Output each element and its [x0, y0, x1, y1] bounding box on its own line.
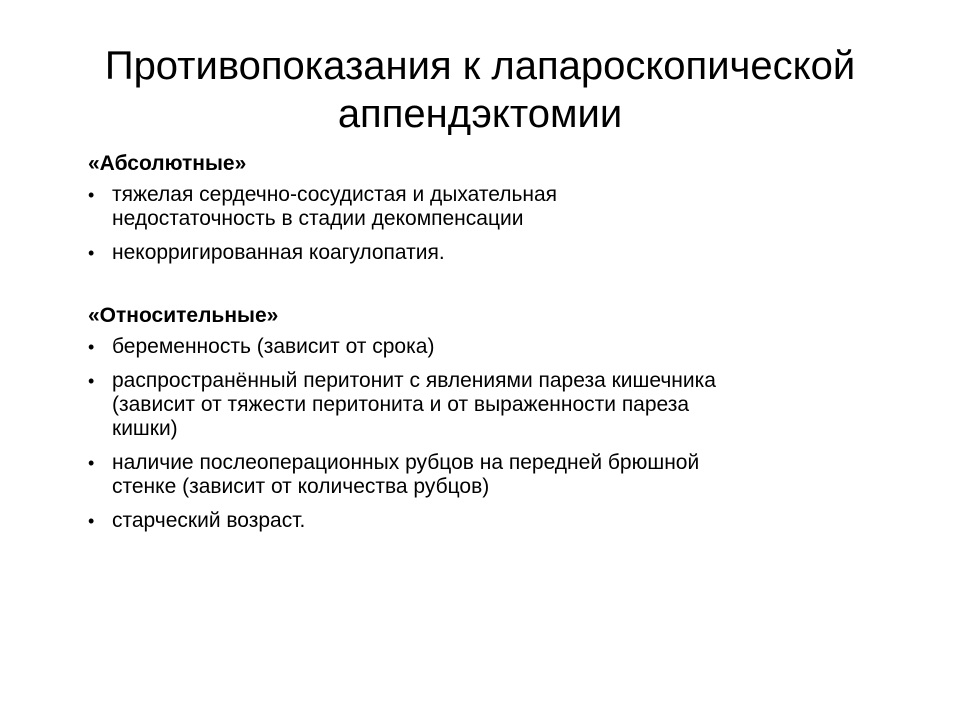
list-item [88, 509, 848, 533]
slide-title-line-2: аппендэктомии [337, 92, 623, 136]
bullet-icon: • [88, 511, 95, 531]
list-item [88, 451, 848, 499]
list-item-line: кишки) [112, 417, 178, 440]
list-item [88, 241, 848, 265]
bullet-icon: • [88, 371, 95, 391]
list-item-line: беременность (зависит от срока) [112, 335, 435, 358]
bullet-icon: • [88, 337, 95, 357]
bullet-icon: • [88, 453, 95, 473]
list-item-line: недостаточность в стадии декомпенсации [112, 207, 524, 230]
slide-content [88, 151, 848, 543]
slide-title-line-1: Противопоказания к лапароскопической [104, 44, 856, 88]
list-item [88, 369, 848, 441]
list-item-line: распространённый перитонит с явлениями пареза кишечника [112, 369, 716, 392]
list-item-line: тяжелая сердечно-сосудистая и дыхательная [112, 183, 558, 206]
list-item-line: старческий возраст. [112, 509, 306, 532]
relative-list [88, 335, 848, 533]
slide-title [60, 42, 900, 138]
absolute-heading: «Абсолютные» [88, 152, 247, 175]
absolute-list [88, 183, 848, 265]
list-item-line: некорригированная коагулопатия. [112, 241, 445, 264]
list-item-line: наличие послеоперационных рубцов на передней брюшной [112, 451, 700, 474]
list-item [88, 183, 848, 231]
relative-heading: «Относительные» [88, 304, 279, 327]
bullet-icon: • [88, 185, 95, 205]
section-spacer [88, 275, 848, 303]
list-item [88, 335, 848, 359]
bullet-icon: • [88, 243, 95, 263]
list-item-line: (зависит от тяжести перитонита и от выраженности пареза [112, 393, 690, 416]
list-item-line: стенке (зависит от количества рубцов) [112, 475, 490, 498]
